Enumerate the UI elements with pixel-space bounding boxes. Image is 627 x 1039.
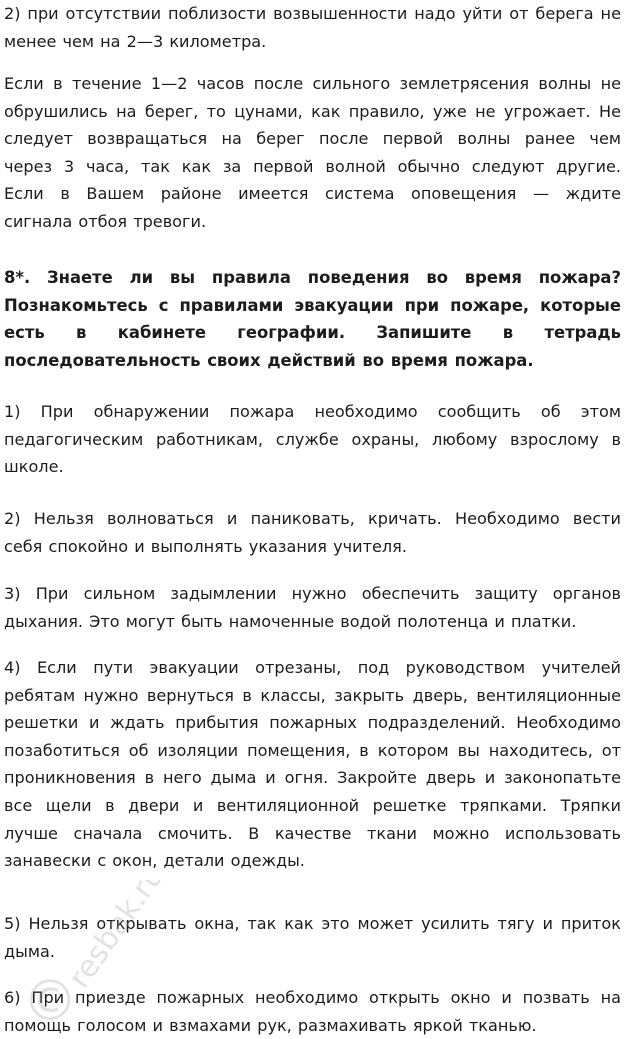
copyright-icon: © (22, 969, 78, 1030)
text-line: школе. (4, 457, 64, 477)
text-line: решетки и ждать прибытия пожарных подразделений. Необходимо (4, 713, 621, 733)
text-line: позаботиться об изоляции помещения, в котором вы находитесь, от (4, 740, 621, 760)
text-line: сигнала отбоя тревоги. (4, 211, 207, 231)
paragraph-tsunami-distance (4, 0, 621, 55)
paragraph-fire-step-3 (4, 580, 621, 635)
text-line: помощь голосом и взмахами рук, размахивать яркой тканью. (4, 1015, 537, 1035)
text-line: все щели в двери и вентиляционной решетке тряпками. Тряпки (4, 795, 621, 815)
text-line: 2) Нельзя волноваться и паниковать, кричать. Необходимо вести (4, 509, 621, 528)
text-line: 4) Если пути эвакуации отрезаны, под руководством учителей (4, 658, 621, 677)
text-line: следует возвращаться на берег после первой волны ранее чем (4, 129, 621, 149)
paragraph-fire-step-5 (4, 910, 621, 965)
task-heading-fire-rules (4, 264, 621, 374)
text-line: Познакомьтесь с правилами эвакуации при пожаре, которые (4, 295, 621, 315)
text-line: проникновения в него дыма и огня. Закройте дверь и законопатьте (4, 768, 621, 788)
paragraph-fire-step-4 (4, 654, 621, 875)
text-line: Если в Вашем районе имеется система оповещения — ждите (4, 184, 621, 204)
text-line: обрушились на берег, то цунами, как правило, уже не угрожает. Не (4, 101, 621, 121)
text-line: 1) При обнаружении пожара необходимо сообщить об этом (4, 402, 621, 421)
text-line: себя спокойно и выполнять указания учителя. (4, 536, 407, 556)
text-line: 3) При сильном задымлении нужно обеспечить защиту органов (4, 584, 621, 603)
text-line: 2) при отсутствии поблизости возвышенности надо уйти от берега не (4, 4, 621, 23)
text-line: дыхания. Это могут быть намоченные водой полотенца и платки. (4, 611, 577, 631)
paragraph-fire-step-2 (4, 505, 621, 560)
text-line: Если в течение 1—2 часов после сильного землетрясения волны не (4, 74, 621, 93)
watermark-text: resbak.ru (61, 880, 172, 995)
text-line: занавески с окон, детали одежды. (4, 851, 305, 871)
text-line: через 3 часа, так как за первой волной обычно следуют другие. (4, 156, 621, 176)
text-line: педагогическим работникам, службе охраны, любому взрослому в (4, 429, 621, 449)
text-line: менее чем на 2—3 километра. (4, 31, 267, 51)
text-line: 6) При приезде пожарных необходимо открыть окно и позвать на (4, 988, 621, 1007)
text-line: 8*. Знаете ли вы правила поведения во время пожара? (4, 268, 621, 287)
paragraph-fire-step-6 (4, 984, 621, 1039)
text-line: ребятам нужно вернуться в классы, закрыть дверь, вентиляционные (4, 685, 621, 705)
text-line: 5) Нельзя открывать окна, так как это может усилить тягу и приток (4, 914, 621, 933)
text-line: есть в кабинете географии. Запишите в тетрадь (4, 323, 621, 343)
text-line: дыма. (4, 941, 55, 961)
text-line: лучше сначала смочить. В качестве ткани можно использовать (4, 823, 621, 843)
text-line: последовательность своих действий во время пожара. (4, 350, 534, 370)
paragraph-fire-step-1 (4, 398, 621, 481)
paragraph-tsunami-waves (4, 70, 621, 236)
